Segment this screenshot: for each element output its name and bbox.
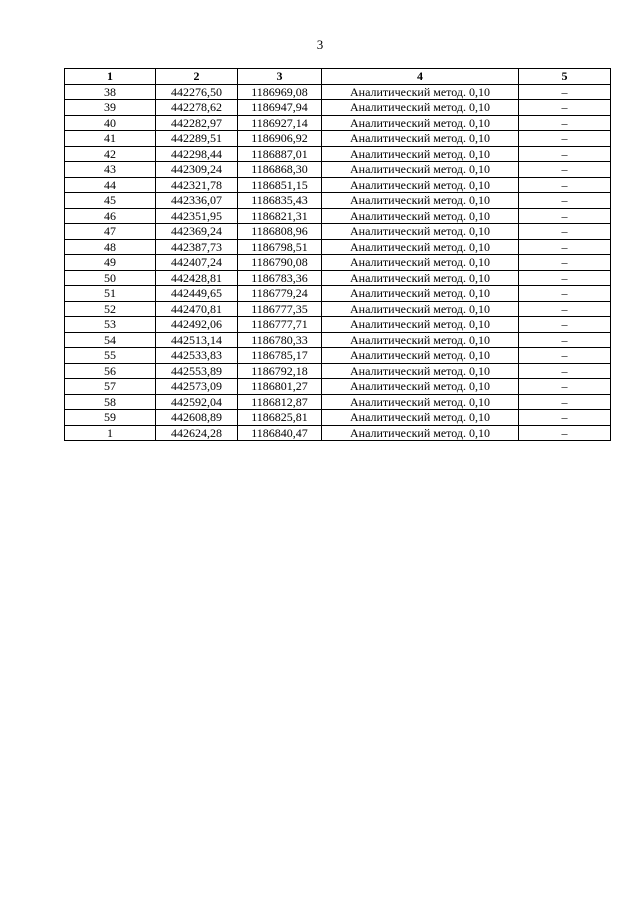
cell-x-coordinate: 442624,28 — [156, 425, 238, 441]
table-row — [65, 162, 611, 178]
cell-x-coordinate: 442351,95 — [156, 208, 238, 224]
cell-method: Аналитический метод. 0,10 — [322, 146, 519, 162]
cell-x-coordinate: 442533,83 — [156, 348, 238, 364]
cell-point-number: 41 — [65, 131, 156, 147]
header-cell-method: 4 — [322, 69, 519, 85]
cell-x-coordinate: 442369,24 — [156, 224, 238, 240]
cell-y-coordinate: 1186906,92 — [238, 131, 322, 147]
cell-y-coordinate: 1186780,33 — [238, 332, 322, 348]
cell-point-number: 46 — [65, 208, 156, 224]
cell-point-number: 52 — [65, 301, 156, 317]
table-row — [65, 255, 611, 271]
table-body — [65, 84, 611, 441]
header-cell-x-coordinate: 2 — [156, 69, 238, 85]
cell-y-coordinate: 1186840,47 — [238, 425, 322, 441]
table-row — [65, 379, 611, 395]
cell-description: – — [519, 193, 611, 209]
cell-description: – — [519, 317, 611, 333]
cell-y-coordinate: 1186792,18 — [238, 363, 322, 379]
cell-x-coordinate: 442289,51 — [156, 131, 238, 147]
table-row — [65, 301, 611, 317]
page-number: 3 — [316, 37, 324, 52]
cell-y-coordinate: 1186868,30 — [238, 162, 322, 178]
table-row — [65, 394, 611, 410]
cell-description: – — [519, 115, 611, 131]
cell-method: Аналитический метод. 0,10 — [322, 348, 519, 364]
header-cell-y-coordinate: 3 — [238, 69, 322, 85]
cell-x-coordinate: 442282,97 — [156, 115, 238, 131]
cell-x-coordinate: 442608,89 — [156, 410, 238, 426]
cell-method: Аналитический метод. 0,10 — [322, 286, 519, 302]
cell-x-coordinate: 442298,44 — [156, 146, 238, 162]
cell-x-coordinate: 442470,81 — [156, 301, 238, 317]
cell-method: Аналитический метод. 0,10 — [322, 162, 519, 178]
cell-y-coordinate: 1186808,96 — [238, 224, 322, 240]
table-row — [65, 131, 611, 147]
cell-y-coordinate: 1186785,17 — [238, 348, 322, 364]
cell-description: – — [519, 177, 611, 193]
cell-description: – — [519, 425, 611, 441]
cell-description: – — [519, 379, 611, 395]
header-cell-description: 5 — [519, 69, 611, 85]
cell-point-number: 51 — [65, 286, 156, 302]
table-row — [65, 425, 611, 441]
cell-method: Аналитический метод. 0,10 — [322, 239, 519, 255]
cell-description: – — [519, 146, 611, 162]
cell-point-number: 54 — [65, 332, 156, 348]
cell-method: Аналитический метод. 0,10 — [322, 363, 519, 379]
cell-method: Аналитический метод. 0,10 — [322, 317, 519, 333]
table-row — [65, 363, 611, 379]
cell-point-number: 38 — [65, 84, 156, 100]
cell-x-coordinate: 442553,89 — [156, 363, 238, 379]
table-row — [65, 193, 611, 209]
cell-point-number: 53 — [65, 317, 156, 333]
cell-description: – — [519, 270, 611, 286]
cell-point-number: 59 — [65, 410, 156, 426]
cell-x-coordinate: 442276,50 — [156, 84, 238, 100]
cell-method: Аналитический метод. 0,10 — [322, 270, 519, 286]
cell-method: Аналитический метод. 0,10 — [322, 224, 519, 240]
cell-y-coordinate: 1186927,14 — [238, 115, 322, 131]
cell-x-coordinate: 442449,65 — [156, 286, 238, 302]
cell-y-coordinate: 1186798,51 — [238, 239, 322, 255]
cell-description: – — [519, 363, 611, 379]
cell-method: Аналитический метод. 0,10 — [322, 177, 519, 193]
cell-method: Аналитический метод. 0,10 — [322, 115, 519, 131]
cell-y-coordinate: 1186851,15 — [238, 177, 322, 193]
cell-point-number: 40 — [65, 115, 156, 131]
table-row — [65, 317, 611, 333]
cell-description: – — [519, 208, 611, 224]
cell-y-coordinate: 1186821,31 — [238, 208, 322, 224]
cell-y-coordinate: 1186783,36 — [238, 270, 322, 286]
cell-y-coordinate: 1186947,94 — [238, 100, 322, 116]
cell-x-coordinate: 442492,06 — [156, 317, 238, 333]
cell-x-coordinate: 442278,62 — [156, 100, 238, 116]
cell-method: Аналитический метод. 0,10 — [322, 301, 519, 317]
cell-point-number: 47 — [65, 224, 156, 240]
cell-description: – — [519, 162, 611, 178]
cell-y-coordinate: 1186777,35 — [238, 301, 322, 317]
cell-x-coordinate: 442387,73 — [156, 239, 238, 255]
cell-point-number: 56 — [65, 363, 156, 379]
cell-description: – — [519, 100, 611, 116]
table-row — [65, 224, 611, 240]
cell-y-coordinate: 1186835,43 — [238, 193, 322, 209]
table-row — [65, 332, 611, 348]
cell-description: – — [519, 332, 611, 348]
cell-description: – — [519, 410, 611, 426]
cell-method: Аналитический метод. 0,10 — [322, 332, 519, 348]
cell-description: – — [519, 131, 611, 147]
cell-x-coordinate: 442336,07 — [156, 193, 238, 209]
table-row — [65, 239, 611, 255]
cell-x-coordinate: 442513,14 — [156, 332, 238, 348]
cell-y-coordinate: 1186777,71 — [238, 317, 322, 333]
cell-y-coordinate: 1186812,87 — [238, 394, 322, 410]
cell-x-coordinate: 442428,81 — [156, 270, 238, 286]
cell-description: – — [519, 301, 611, 317]
cell-y-coordinate: 1186790,08 — [238, 255, 322, 271]
table-row — [65, 177, 611, 193]
cell-point-number: 42 — [65, 146, 156, 162]
cell-x-coordinate: 442573,09 — [156, 379, 238, 395]
cell-description: – — [519, 255, 611, 271]
cell-method: Аналитический метод. 0,10 — [322, 255, 519, 271]
cell-description: – — [519, 224, 611, 240]
cell-point-number: 43 — [65, 162, 156, 178]
cell-method: Аналитический метод. 0,10 — [322, 425, 519, 441]
cell-point-number: 39 — [65, 100, 156, 116]
cell-method: Аналитический метод. 0,10 — [322, 100, 519, 116]
table-row — [65, 100, 611, 116]
cell-x-coordinate: 442321,78 — [156, 177, 238, 193]
cell-y-coordinate: 1186887,01 — [238, 146, 322, 162]
cell-description: – — [519, 286, 611, 302]
table-row — [65, 286, 611, 302]
cell-point-number: 50 — [65, 270, 156, 286]
cell-method: Аналитический метод. 0,10 — [322, 394, 519, 410]
cell-point-number: 58 — [65, 394, 156, 410]
cell-point-number: 45 — [65, 193, 156, 209]
table-row — [65, 348, 611, 364]
cell-method: Аналитический метод. 0,10 — [322, 379, 519, 395]
cell-point-number: 48 — [65, 239, 156, 255]
table-row — [65, 84, 611, 100]
cell-point-number: 49 — [65, 255, 156, 271]
cell-y-coordinate: 1186801,27 — [238, 379, 322, 395]
cell-description: – — [519, 84, 611, 100]
cell-y-coordinate: 1186779,24 — [238, 286, 322, 302]
cell-method: Аналитический метод. 0,10 — [322, 131, 519, 147]
cell-point-number: 55 — [65, 348, 156, 364]
table-row — [65, 115, 611, 131]
cell-description: – — [519, 239, 611, 255]
table-row — [65, 146, 611, 162]
cell-method: Аналитический метод. 0,10 — [322, 193, 519, 209]
cell-point-number: 57 — [65, 379, 156, 395]
table-row — [65, 208, 611, 224]
cell-x-coordinate: 442407,24 — [156, 255, 238, 271]
coordinates-table — [64, 68, 611, 441]
cell-method: Аналитический метод. 0,10 — [322, 410, 519, 426]
header-row — [65, 69, 611, 85]
cell-y-coordinate: 1186825,81 — [238, 410, 322, 426]
cell-x-coordinate: 442592,04 — [156, 394, 238, 410]
cell-method: Аналитический метод. 0,10 — [322, 84, 519, 100]
cell-method: Аналитический метод. 0,10 — [322, 208, 519, 224]
cell-x-coordinate: 442309,24 — [156, 162, 238, 178]
cell-description: – — [519, 348, 611, 364]
cell-point-number: 44 — [65, 177, 156, 193]
table-header — [65, 69, 611, 85]
cell-description: – — [519, 394, 611, 410]
header-cell-point-number: 1 — [65, 69, 156, 85]
table-row — [65, 270, 611, 286]
cell-point-number: 1 — [65, 425, 156, 441]
cell-y-coordinate: 1186969,08 — [238, 84, 322, 100]
table-row — [65, 410, 611, 426]
